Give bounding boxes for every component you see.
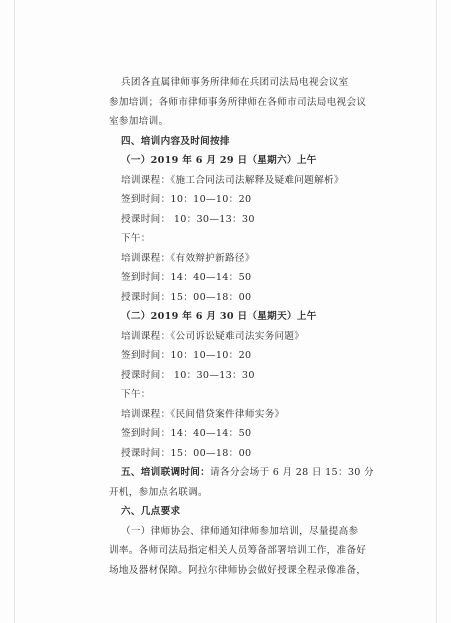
- body-line-3: 室参加培训。: [109, 116, 169, 127]
- day1-pm-lecture: 授课时间：15：00—18：00: [121, 292, 252, 303]
- body-line-2: 参加培训；各师市律师事务所律师在各师市司法局电视会议: [109, 97, 367, 108]
- section-heading-4: 四、培训内容及时间按排: [121, 136, 230, 147]
- day1-pm-label: 下午：: [121, 233, 151, 244]
- day2-pm-course: 培训课程：《民间借贷案件律师实务》: [121, 409, 285, 420]
- day2-am-course: 培训课程：《公司诉讼疑难司法实务问题》: [121, 331, 305, 342]
- req-line-1: （一）律师协会、律师通知律师参加培训，尽量提高参: [121, 526, 359, 537]
- day1-am-lecture: 授课时间： 10：30—13：30: [121, 214, 255, 225]
- body-line-1: 兵团各直属律师事务所律师在兵团司法局电视会议室: [121, 77, 349, 88]
- day1-pm-course: 培训课程：《有效辩护新路径》: [121, 253, 255, 264]
- day2-am-lecture: 授课时间： 10：30—13：30: [121, 370, 255, 381]
- req-line-3: 场地及器材保障。阿拉尔律师协会做好授课全程录像准备，: [109, 565, 367, 576]
- section-5-line-2: 开机，参加点名联调。: [109, 487, 208, 498]
- section-5-text: 请各分会场于 6 月 28 日 15：30 分: [210, 467, 374, 478]
- section-heading-5: 五、培训联调时间：: [121, 467, 211, 478]
- section-heading-6: 六、几点要求: [121, 506, 181, 517]
- req-line-2: 训率。各师司法局指定相关人员筹备部署培训工作，准备好: [109, 545, 367, 556]
- page-edge-left: [14, 0, 15, 623]
- day-1-heading: （一）2019 年 6 月 29 日（星期六）上午: [121, 155, 317, 166]
- day2-pm-signin: 签到时间：14：40—14：50: [121, 428, 252, 439]
- page-edge-right: [436, 0, 437, 623]
- day1-am-signin: 签到时间：10：10—10：20: [121, 194, 252, 205]
- day1-pm-signin: 签到时间：14：40—14：50: [121, 272, 252, 283]
- day2-pm-lecture: 授课时间：15：00—18：00: [121, 448, 252, 459]
- day-2-heading: （二）2019 年 6 月 30 日（星期天）上午: [121, 311, 317, 322]
- day2-pm-label: 下午：: [121, 389, 151, 400]
- section-5-line: [121, 467, 374, 479]
- day2-am-signin: 签到时间：10：10—10：20: [121, 350, 252, 361]
- day1-am-course: 培训课程：《施工合同法司法解释及疑难问题解析》: [121, 175, 344, 186]
